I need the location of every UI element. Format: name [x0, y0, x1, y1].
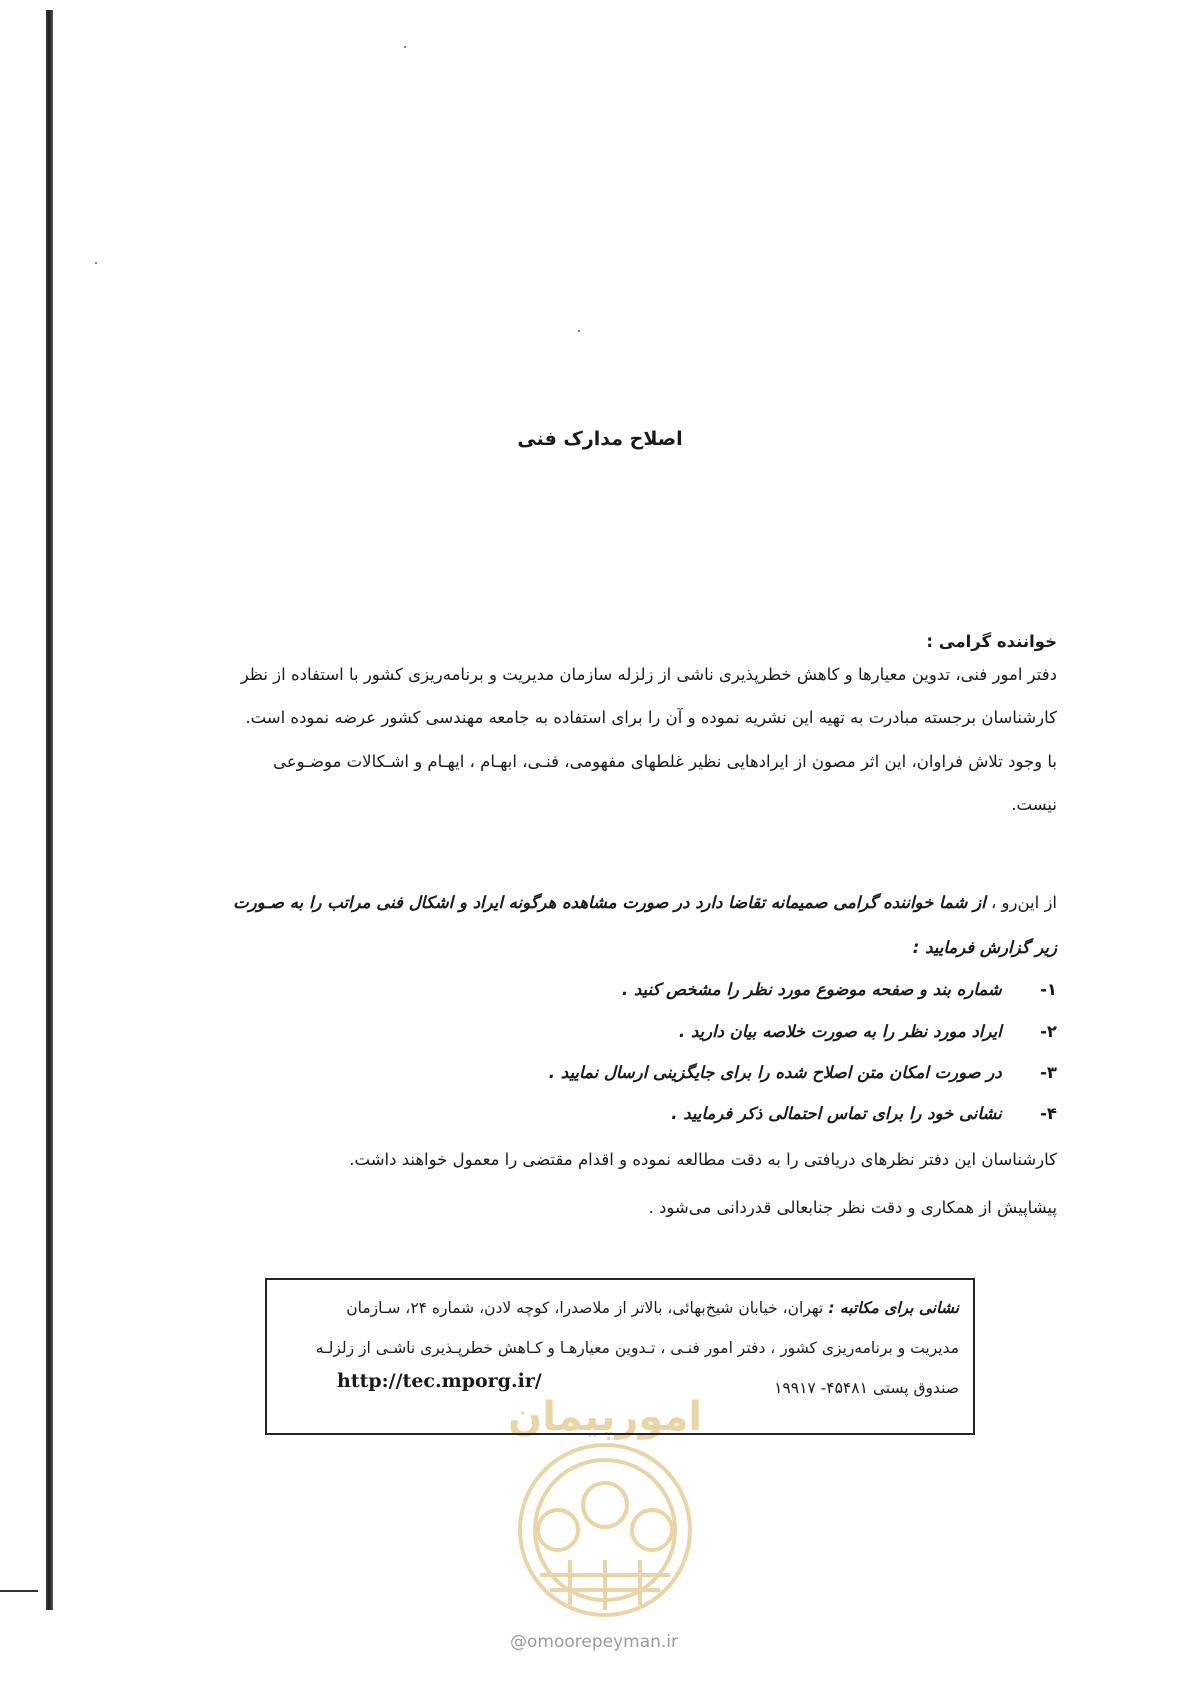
list-item-number: ۱- — [1040, 980, 1057, 999]
website-url: http://tec.mporg.ir/ — [337, 1370, 542, 1392]
intro-line-3: با وجود تلاش فراوان، این اثر مصون از ایرادهایی نظیر غلطهای مفهومی، فنـی، ابهـام ، ایهـام و اشـکالات موضـوعی — [273, 752, 1057, 771]
list-item — [167, 1063, 1057, 1082]
list-item — [167, 980, 1057, 999]
address-text: تهران، خیابان شیخ‌بهائی، بالاتر از ملاصدرا، کوچه لادن، شماره ۲۴، سـازمان — [346, 1299, 824, 1317]
scan-mark — [0, 1590, 38, 1592]
list-item-text: ایراد مورد نظر را به صورت خلاصه بیان دارید . — [678, 1022, 1002, 1041]
request-line-2: زیر گزارش فرمایید : — [912, 938, 1057, 957]
scan-edge — [46, 10, 53, 1610]
list-item-number: ۴- — [1040, 1104, 1057, 1123]
list-item-text: در صورت امکان متن اصلاح شده را برای جایگزینی ارسال نمایید . — [548, 1063, 1002, 1082]
watermark-site: @omoorepeyman.ir — [510, 1632, 679, 1652]
intro-line-2: کارشناسان برجسته مبادرت به تهیه این نشریه نموده و آن را برای استفاده به جامعه مهندسی کشور عرضه نموده است. — [245, 708, 1057, 727]
closing-line-1: کارشناسان این دفتر نظرهای دریافتی را به دقت مطالعه نموده و اقدام مقتضی را معمول خواهند داشت. — [349, 1150, 1057, 1169]
address-line-2: مدیریت و برنامه‌ریزی کشور ، دفتر امور فنـی ، تـدوین معیارهـا و کـاهش خطرپـذیری ناشـی از زلزلـه — [315, 1339, 959, 1357]
scan-speck — [404, 46, 406, 48]
request-line-1 — [167, 893, 1057, 912]
list-item-number: ۳- — [1040, 1063, 1057, 1082]
scan-speck — [95, 262, 97, 264]
intro-line-4: نیست. — [1011, 795, 1057, 814]
address-line-1 — [281, 1288, 959, 1328]
watermark-logo-text: امورپیمان — [508, 1394, 702, 1440]
list-item — [167, 1022, 1057, 1041]
request-prefix: از این‌رو ، — [990, 893, 1057, 912]
request-text: از شما خواننده گرامی صمیمانه تقاضا دارد در صورت مشاهده هرگونه ایراد و اشکال فنی مراتب را به صـورت — [233, 893, 986, 912]
intro-line-1: دفتر امور فنی، تدوین معیارها و کاهش خطرپذیری ناشی از زلزله سازمان مدیریت و برنامه‌ریزی کشور با استفاده از نظر — [240, 665, 1057, 684]
list-item — [167, 1104, 1057, 1123]
page-title: اصلاح مدارک فنی — [517, 428, 683, 450]
list-item-number: ۲- — [1040, 1022, 1057, 1041]
list-item-text: شماره بند و صفحه موضوع مورد نظر را مشخص کنید . — [621, 980, 1002, 999]
address-line-3: صندوق پستی ۴۵۴۸۱- ۱۹۹۱۷ — [774, 1379, 959, 1397]
list-item-text: نشانی خود را برای تماس احتمالی ذکر فرمایید . — [671, 1104, 1002, 1123]
greeting: خواننده گرامی : — [926, 632, 1057, 651]
closing-line-2: پیشاپیش از همکاری و دقت نظر جنابعالی قدردانی می‌شود . — [648, 1198, 1057, 1217]
address-box — [265, 1278, 975, 1435]
scan-speck — [578, 330, 580, 332]
address-label: نشانی برای مکاتبه : — [828, 1299, 959, 1317]
